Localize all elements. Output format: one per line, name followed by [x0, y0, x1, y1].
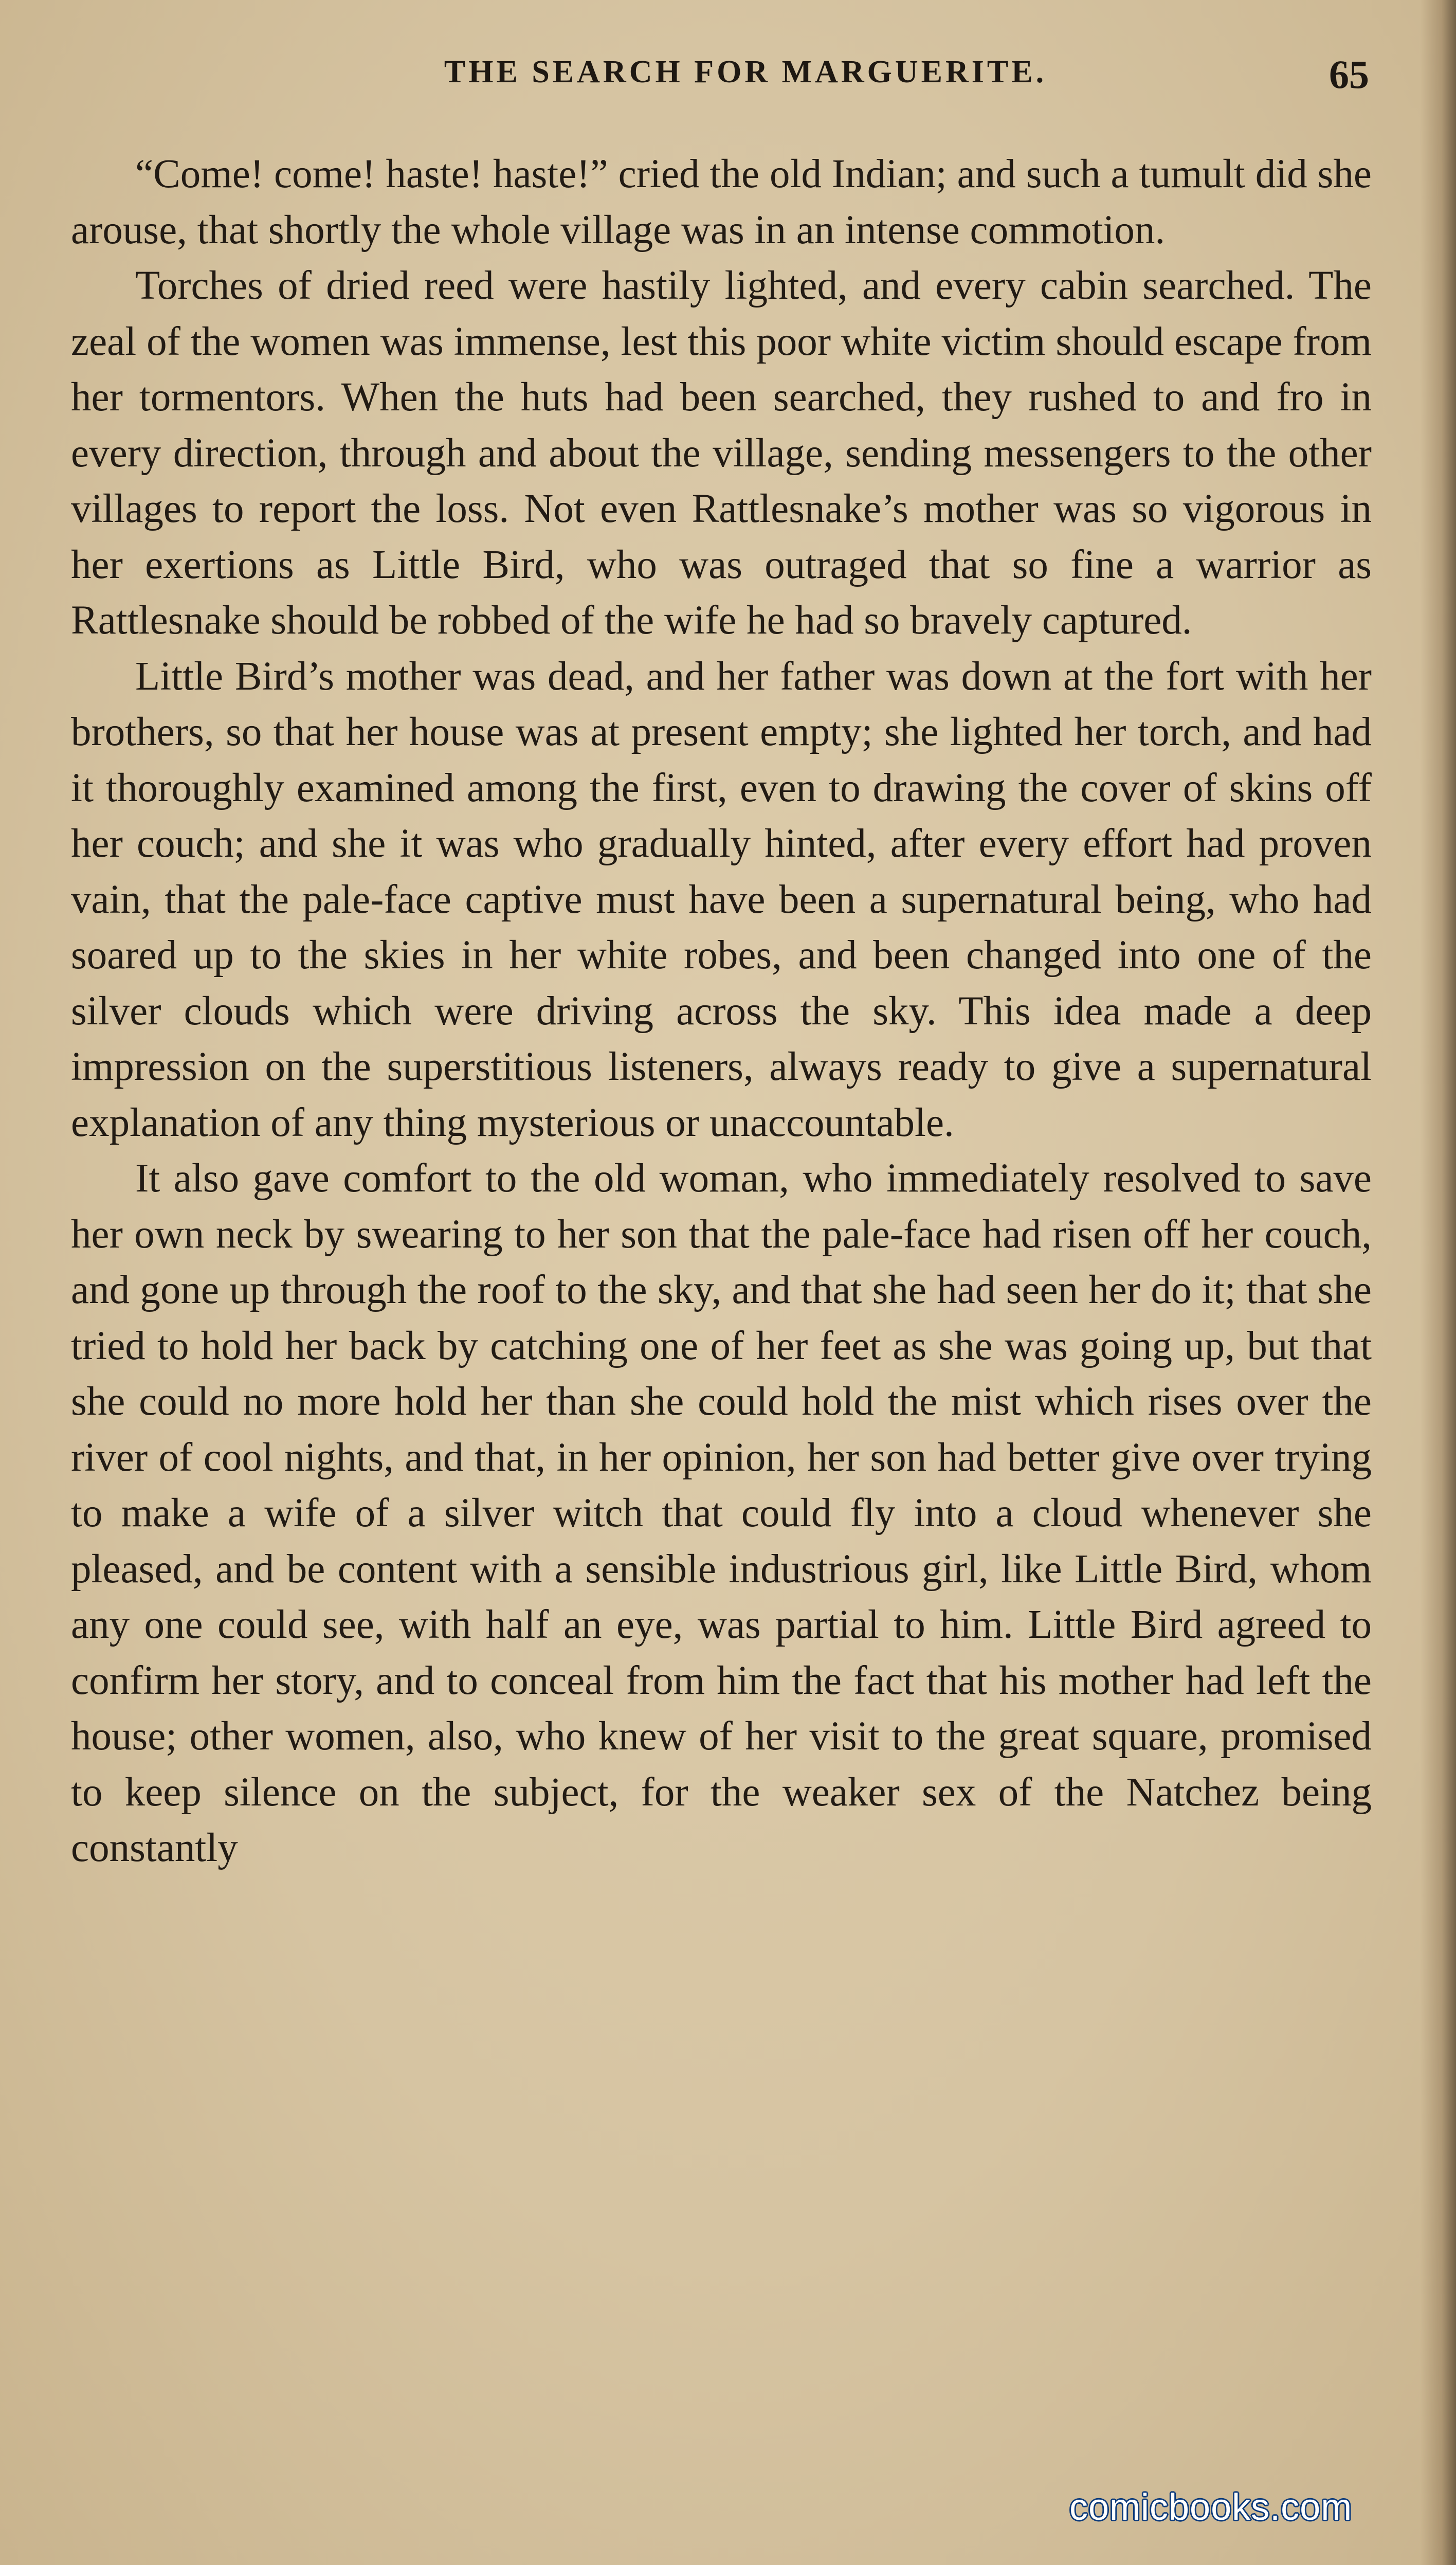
paragraph-4: It also gave comfort to the old woman, who immediately resolved to save her own neck by swearing to her son that the pale-face had risen off her couch, and gone up through the roof to the sky, and that she had seen her do it; that she tried to hold her back by catching one of her feet as she was going up, but that she could no more hold her than she could hold the mist which rises over the river of cool nights, and that, in her opinion, her son had better give over trying to make a wife of a silver witch that could fly into a cloud whenever she pleased, and be content with a sensible industrious girl, like Little Bird, whom any one could see, with half an eye, was partial to him. Little Bird agreed to confirm her story, and to conceal from him the fact that his mother had left the house; other women, also, who knew of her visit to the great square, promised to keep silence on the subject, for the weaker sex of the Natchez being constantly [71, 1156, 1372, 1870]
paragraph-1: “Come! come! haste! haste!” cried the old Indian; and such a tumult did she arouse, that shortly the whole village was in an intense commotion. [71, 152, 1372, 252]
running-head: THE SEARCH FOR MARGUERITE. [444, 55, 1047, 89]
paragraph-2: Torches of dried reed were hastily lighted, and every cabin searched. The zeal of the women was immense, lest this poor white victim should escape from her tormentors. When the huts had been searched, they rushed to and fro in every direction, through and about the village, sending messengers to the other villages to report the loss. Not even Rattlesnake’s mother was so vigorous in her exertions as Little Bird, who was outraged that so fine a warrior as Rattlesnake should be robbed of the wife he had so bravely captured. [71, 263, 1372, 643]
paragraph-3: Little Bird’s mother was dead, and her father was down at the fort with her brothers, so that her house was at present empty; she lighted her torch, and had it thoroughly examined among the first, even to drawing the cover of skins off her couch; and she it was who gradually hinted, after every effort had proven vain, that the pale-face captive must have been a supernatural being, who had soared up to the skies in her white robes, and been changed into one of the silver clouds which were driving across the sky. This idea made a deep impression on the superstitious listeners, always ready to give a supernatural explanation of any thing mysterious or unaccountable. [71, 654, 1372, 1145]
page-number: 65 [1329, 52, 1369, 97]
body-text [71, 147, 1372, 1876]
page-edge-shadow [1420, 0, 1456, 2565]
watermark: comicbooks.com [1069, 2487, 1353, 2528]
